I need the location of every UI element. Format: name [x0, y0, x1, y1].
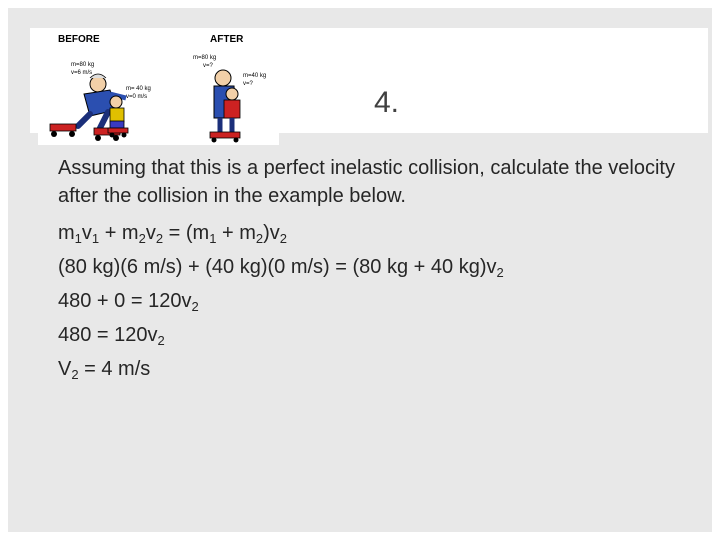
slide-body [58, 154, 698, 386]
before-small-mass: m= 40 kg [126, 86, 151, 92]
combined-skaters-after-figure [210, 70, 240, 143]
equation-step-1: $480 + 0 = 120v_2$ [58, 290, 199, 314]
before-big-mass: m=80 kg [71, 62, 95, 68]
equation-general: $m_1v_1 + m_2v_2 = (m_1 + m_2)v_2$ [58, 222, 288, 246]
collision-cartoon [38, 28, 279, 145]
after-big-mass: m=80 kg [193, 55, 217, 61]
before-big-vel: v=6 m/s [71, 70, 93, 76]
equation-step-2: $480 = 120v_2$ [58, 324, 165, 348]
before-small-vel: v=0 m/s [126, 94, 148, 100]
after-small-vel: v=? [243, 81, 253, 87]
problem-statement: Assuming that this is a perfect inelastic collision, calculate the velocity after the collision in the example below. [58, 157, 675, 207]
before-label: BEFORE [58, 34, 100, 45]
small-skater-before-figure [108, 96, 128, 138]
equation-substituted: (80 kg)(6 m/s) + (40 kg)(0 m/s) = (80 kg + 40 $kg)v_2$ [58, 256, 504, 280]
slide [8, 8, 712, 532]
equation-result: $V_2 = 4$ m/s [58, 358, 151, 382]
after-big-vel: v=? [203, 63, 213, 69]
collision-illustration [38, 28, 279, 145]
after-small-mass: m=40 kg [243, 73, 267, 79]
after-label: AFTER [210, 34, 244, 45]
slide-title: 4. [374, 86, 400, 119]
